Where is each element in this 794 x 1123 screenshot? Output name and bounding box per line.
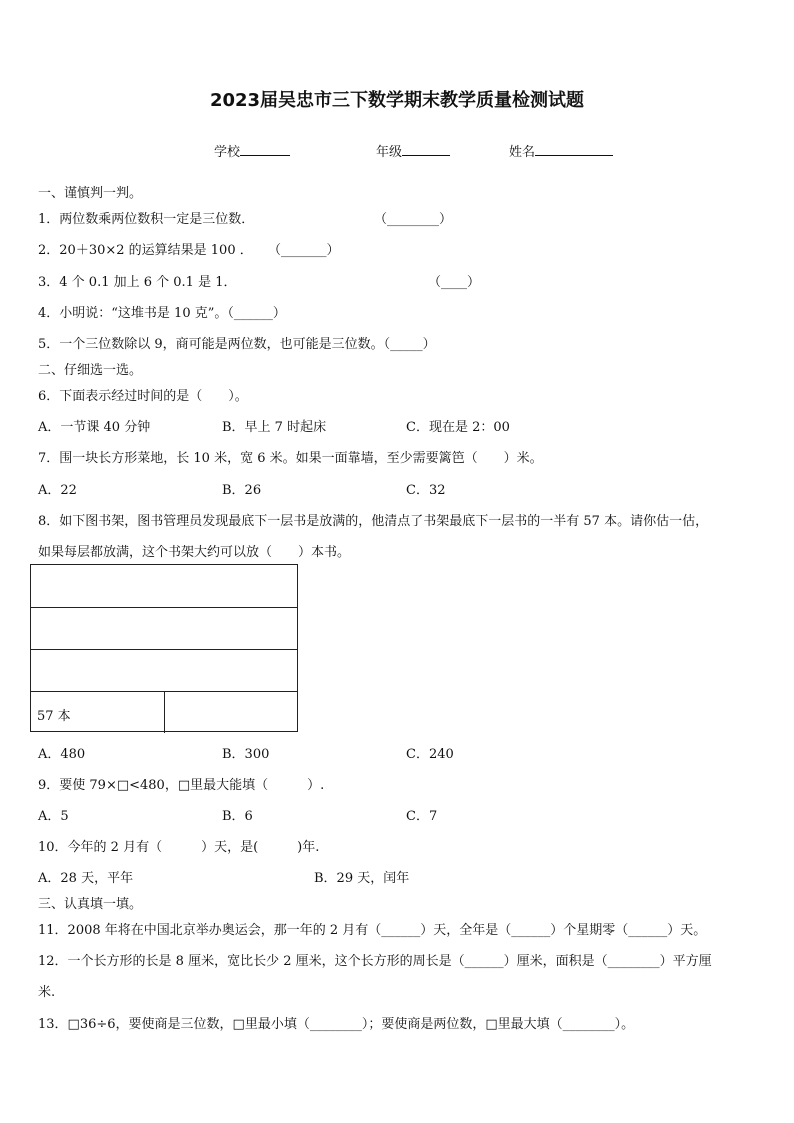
question-7: 7．围一块长方形菜地，长 10 米，宽 6 米。如果一面靠墙，至少需要篱笆（ ）米。 — [38, 451, 543, 466]
question-11: 11．2008 年将在中国北京举办奥运会，那一年的 2 月有（______）天，全年是（______）个星期零（______）天。 — [38, 923, 707, 938]
school-label: 学校 — [214, 145, 241, 160]
question-4: 4．小明说：“这堆书是 10 克”。（______） — [38, 306, 286, 321]
bookshelf-diagram — [30, 564, 298, 732]
question-6-option-a: A．一节课 40 分钟 — [38, 420, 151, 435]
question-8-line-2: 如果每层都放满，这个书架大约可以放（ ）本书。 — [38, 545, 351, 560]
shelf-half-label: 57 本 — [37, 709, 71, 724]
shelf-divider — [31, 649, 297, 650]
question-10: 10．今年的 2 月有（ ）天，是( )年. — [38, 840, 320, 855]
school-field — [214, 141, 290, 160]
grade-blank — [402, 143, 450, 156]
section-heading-1: 一、谨慎判一判。 — [38, 186, 143, 201]
name-field — [509, 141, 613, 160]
question-2: 2．20＋30×2 的运算结果是 100 ． — [38, 243, 253, 258]
question-12-line-2: 米. — [38, 985, 56, 1000]
page-title: 2023届吴忠市三下数学期末教学质量检测试题 — [209, 90, 585, 111]
question-7-option-b: B．26 — [222, 483, 262, 498]
grade-field — [376, 141, 450, 160]
question-3: 3．4 个 0.1 加上 6 个 0.1 是 1． — [38, 275, 237, 290]
school-blank — [240, 143, 290, 156]
question-12-line-1: 12．一个长方形的长是 8 厘米，宽比长少 2 厘米，这个长方形的周长是（______）厘米，面积是（________）平方厘 — [38, 954, 712, 969]
shelf-divider — [31, 607, 297, 608]
question-7-option-c: C．32 — [406, 483, 446, 498]
question-9: 9．要使 79×□<480，□里最大能填（ ）. — [38, 778, 325, 793]
question-13: 13．□36÷6，要使商是三位数，□里最小填（________）；要使商是两位数，□里最大填（________）。 — [38, 1017, 635, 1032]
question-5: 5．一个三位数除以 9，商可能是两位数，也可能是三位数。（_____） — [38, 337, 436, 352]
name-label: 姓名 — [509, 145, 536, 160]
question-9-option-c: C．7 — [406, 809, 438, 824]
question-9-option-b: B．6 — [222, 809, 253, 824]
question-1: 1．两位数乘两位数积一定是三位数． — [38, 212, 255, 227]
question-8-line-1: 8．如下图书架，图书管理员发现最底下一层书是放满的，他清点了书架最底下一层书的一半有 57 本。请你估一估， — [38, 514, 709, 529]
question-9-option-a: A．5 — [38, 809, 69, 824]
question-8-option-c: C．240 — [406, 747, 454, 762]
question-8-option-b: B．300 — [222, 747, 270, 762]
grade-label: 年级 — [376, 145, 403, 160]
name-blank — [535, 143, 613, 156]
question-2-answer: （_______） — [268, 243, 340, 258]
shelf-half-divider — [164, 691, 165, 733]
question-1-answer: （________） — [374, 212, 453, 227]
question-3-answer: （____） — [428, 275, 481, 290]
question-6-option-c: C．现在是 2：00 — [406, 420, 510, 435]
question-8-option-a: A．480 — [38, 747, 86, 762]
question-7-option-a: A．22 — [38, 483, 77, 498]
section-heading-3: 三、认真填一填。 — [38, 897, 143, 912]
question-10-option-b: B．29 天，闰年 — [314, 871, 410, 886]
question-10-option-a: A．28 天，平年 — [38, 871, 134, 886]
question-6-option-b: B．早上 7 时起床 — [222, 420, 327, 435]
question-6: 6．下面表示经过时间的是（ ）。 — [38, 389, 248, 404]
section-heading-2: 二、仔细选一选。 — [38, 363, 143, 378]
